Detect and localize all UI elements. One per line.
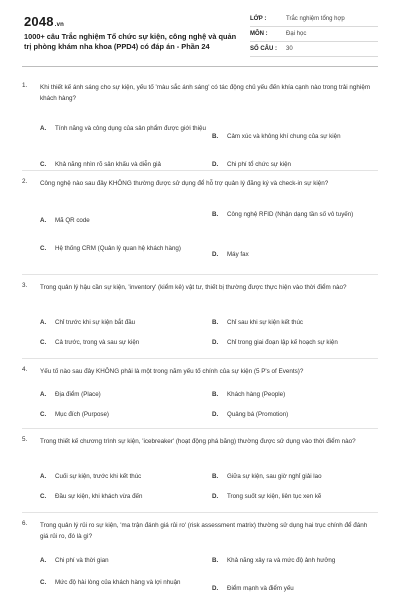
question-number: 3. (22, 282, 28, 289)
option-text: Mức độ hài lòng của khách hàng và lợi nhuận (55, 579, 181, 586)
option-letter: B. (212, 473, 219, 480)
header (0, 0, 400, 64)
option-letter: A. (40, 391, 47, 398)
option-letter: B. (212, 557, 219, 564)
option-letter: B. (212, 319, 219, 326)
option-letter: B. (212, 133, 219, 140)
site-logo[interactable] (24, 14, 64, 29)
meta-row-count (250, 42, 378, 57)
option-letter: B. (212, 211, 219, 218)
option-text: Chi phí tổ chức sự kiện (227, 161, 291, 168)
question-divider (22, 428, 378, 429)
option-text: Tính năng và công dụng của sản phẩm được giới thiệu (55, 125, 206, 132)
option-letter: D. (212, 339, 219, 346)
meta-box (250, 12, 378, 57)
question-number: 4. (22, 366, 28, 373)
question-number: 6. (22, 520, 28, 527)
meta-row-subject (250, 27, 378, 42)
option-text: Giữa sự kiện, sau giờ nghỉ giải lao (227, 473, 322, 480)
header-divider (22, 66, 378, 67)
option-text: Chỉ trước khi sự kiện bắt đầu (55, 319, 136, 326)
option-text: Chỉ trong giai đoạn lập kế hoạch sự kiện (227, 339, 338, 346)
question-text: Khi thiết kế ánh sáng cho sự kiện, yếu tố 'màu sắc ánh sáng' có tác động chủ yếu đến khía cạnh nào trong trải nghiệm khách hàng? (40, 84, 371, 102)
option-text: Cả trước, trong và sau sự kiện (55, 339, 140, 346)
option-text: Công nghệ RFID (Nhận dạng tần số vô tuyến) (227, 211, 354, 218)
option-letter: D. (212, 585, 219, 592)
option-letter: C. (40, 161, 47, 168)
option-letter: C. (40, 493, 47, 500)
class-value: Trắc nghiệm tổng hợp (286, 16, 345, 22)
meta-row-class (250, 12, 378, 27)
option-letter: C. (40, 339, 47, 346)
option-text: Khách hàng (People) (227, 391, 286, 398)
option-text: Máy fax (227, 251, 249, 258)
option-text: Mã QR code (55, 217, 90, 224)
question-divider (22, 274, 378, 275)
option-letter: C. (40, 579, 47, 586)
question-text: Trong quản lý hậu cần sự kiện, 'inventory' (kiểm kê) vật tư, thiết bị thường được thực hiện vào thời điểm nào? (40, 284, 347, 291)
option-text: Chỉ sau khi sự kiện kết thúc (227, 319, 304, 326)
option-text: Mục đích (Purpose) (55, 411, 109, 418)
option-text: Cảm xúc và không khí chung của sự kiện (227, 133, 341, 140)
logo-suffix: .vn (54, 22, 65, 28)
question-text: Yếu tố nào sau đây KHÔNG phải là một trong năm yếu tố chính của sự kiện (5 P's of Events)? (40, 368, 304, 375)
document-title: 1000+ câu Trắc nghiệm Tổ chức sự kiện, công nghệ và quản trị phòng khám nha khoa (PPD4) có đáp án - Phần 24 (24, 32, 237, 51)
option-letter: B. (212, 391, 219, 398)
subject-label: MÔN : (250, 31, 268, 37)
option-text: Hệ thống CRM (Quản lý quan hệ khách hàng) (55, 245, 181, 252)
option-letter: C. (40, 245, 47, 252)
option-letter: D. (212, 411, 219, 418)
option-letter: D. (212, 493, 219, 500)
option-letter: D. (212, 251, 219, 258)
option-letter: A. (40, 473, 47, 480)
option-text: Địa điểm (Place) (55, 391, 101, 398)
option-text: Đầu sự kiện, khi khách vừa đến (55, 493, 143, 500)
option-text: Quảng bá (Promotion) (227, 411, 289, 418)
option-text: Khả năng nhìn rõ sân khấu và diễn giả (55, 161, 161, 168)
question-number: 2. (22, 178, 28, 185)
count-value: 30 (286, 46, 293, 52)
question-text: Công nghệ nào sau đây KHÔNG thường được sử dụng để hỗ trợ quản lý đăng ký và check-in sự kiện? (40, 180, 329, 187)
option-text: Điểm mạnh và điểm yếu (227, 585, 294, 592)
subject-value: Đại học (286, 31, 307, 37)
option-letter: A. (40, 217, 47, 224)
question-number: 5. (22, 436, 28, 443)
class-label: LỚP : (250, 16, 267, 22)
option-text: Trong suốt sự kiện, liên tục xen kẽ (227, 493, 322, 500)
option-text: Cuối sự kiện, trước khi kết thúc (55, 473, 142, 480)
option-letter: D. (212, 161, 219, 168)
option-letter: A. (40, 125, 47, 132)
logo-main: 2048 (24, 14, 54, 29)
question-text: Trong quản lý rủi ro sự kiện, 'ma trận đánh giá rủi ro' (risk assessment matrix) thường sử dụng hai trục chính để đánh giá rủi ro, đó là gì? (40, 522, 368, 540)
question-number: 1. (22, 82, 28, 89)
question-text: Trong thiết kế chương trình sự kiện, 'icebreaker' (hoạt động phá băng) thường được sử dụng vào thời điểm nào? (40, 438, 356, 445)
option-letter: A. (40, 319, 47, 326)
question-divider (22, 512, 378, 513)
option-text: Chi phí và thời gian (55, 557, 109, 564)
count-label: SỐ CÂU : (250, 46, 277, 52)
question-divider (22, 358, 378, 359)
question-divider (22, 170, 378, 171)
option-text: Khả năng xảy ra và mức độ ảnh hưởng (227, 557, 336, 564)
option-letter: C. (40, 411, 47, 418)
option-letter: A. (40, 557, 47, 564)
